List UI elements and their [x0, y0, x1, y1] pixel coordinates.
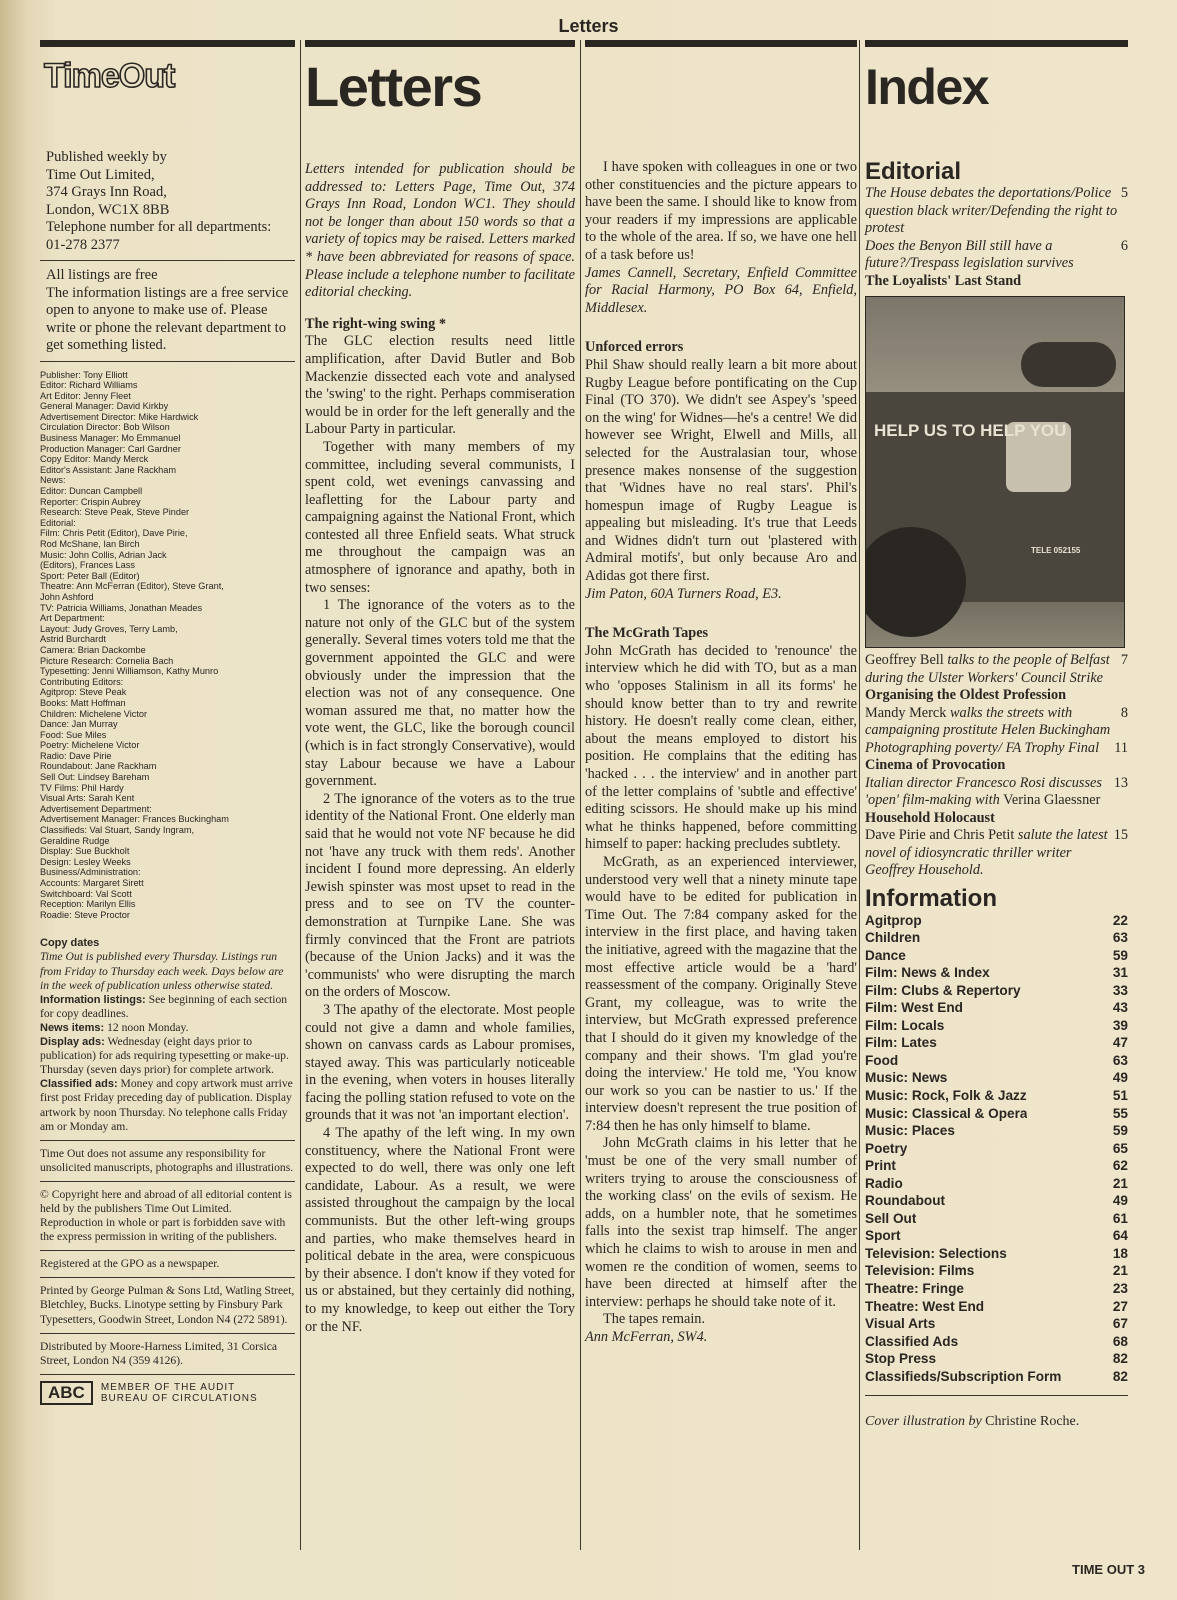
staff-entry: Camera: Brian Dackombe: [40, 644, 146, 655]
information-label: Theatre: West End: [865, 1298, 985, 1314]
information-label: Film: West End: [865, 1000, 963, 1016]
information-label: Children: [865, 930, 921, 946]
staff-entry: Music: John Collis, Adrian Jack: [40, 549, 167, 560]
entry-page: 7: [1120, 652, 1128, 668]
staff-entry: Editor: Richard Williams: [40, 380, 138, 391]
letter-paragraph: McGrath, as an experienced interviewer, understood very well that a ninety minute tape would have to be edited for publication in Time Out. The 7:84 company asked for the interview in the first place, and having taken the initiative, agreed with the magazine that the most effective article would be a 'hard' reassessment of the company. Originally Steve Grant, my colleague, was to write the interview, but McGrath expressed preference that I should do it given my knowledge of the company and their shows. 'I'm glad you're doing the interview.' He told me, 'You know our work so you can be nastier to us.' If the interview doesn't represent the true position of 7:84 then he has only himself to blame.: [585, 853, 857, 1134]
registered-note: Registered at the GPO as a newspaper.: [40, 1257, 220, 1271]
editorial-list: [865, 185, 1128, 880]
information-entry: [865, 929, 1128, 947]
entry-text: talks to the people of Belfast during the Ulster Workers' Council Strike: [865, 652, 1110, 686]
staff-entry: TV: Patricia Williams, Jonathan Meades: [40, 602, 203, 613]
information-entry: [865, 999, 1128, 1017]
column-rule: [305, 40, 575, 47]
staff-entry: Circulation Director: Bob Wilson: [40, 422, 170, 433]
information-label: Television: Selections: [865, 1245, 1007, 1261]
information-entry: [865, 1333, 1128, 1351]
staff-entry: Art Editor: Jenny Fleet: [40, 390, 131, 401]
letters-title: Letters: [305, 55, 482, 118]
information-page: 22: [1112, 912, 1128, 928]
information-entry: [865, 1315, 1128, 1333]
divider: [40, 1250, 295, 1251]
letter-heading: The right-wing swing *: [305, 315, 447, 332]
information-page: 55: [1112, 1105, 1128, 1121]
divider: [40, 1374, 295, 1375]
letter-heading: Unforced errors: [585, 339, 684, 356]
information-label: Classifieds/Subscription Form: [865, 1368, 1062, 1384]
publisher-line: Time Out Limited,: [46, 166, 155, 183]
information-label: Print: [865, 1158, 896, 1174]
information-page: 33: [1112, 982, 1128, 998]
staff-entry: Picture Research: Cornelia Bach: [40, 655, 174, 666]
staff-entry: Copy Editor: Mandy Merck: [40, 454, 149, 465]
information-page: 27: [1112, 1298, 1128, 1314]
information-entry: [865, 1298, 1128, 1316]
column-divider: [580, 40, 581, 1550]
distributor-note: Distributed by Moore-Harness Limited, 31 Corsica Street, London N4 (359 4126).: [40, 1339, 277, 1367]
information-entry: [865, 1140, 1128, 1158]
divider: [40, 361, 295, 362]
cover-artist: Christine Roche.: [985, 1414, 1080, 1430]
staff-entry: Design: Lesley Weeks: [40, 856, 131, 867]
information-entry: [865, 1122, 1128, 1140]
information-entry: [865, 1175, 1128, 1193]
information-page: 82: [1112, 1368, 1128, 1384]
column-divider: [859, 40, 860, 1550]
info-label: Information listings:: [40, 993, 146, 1006]
entry-text: Italian director Francesco Rosi discusses 'open' film-making with: [865, 774, 1102, 808]
staff-entry: General Manager: David Kirkby: [40, 401, 169, 412]
information-entry: [865, 1087, 1128, 1105]
information-label: Roundabout: [865, 1193, 946, 1209]
staff-entry: Editor's Assistant: Jane Rackham: [40, 464, 177, 475]
information-entry: [865, 912, 1128, 930]
information-page: 21: [1112, 1263, 1128, 1279]
letter-paragraph: 3 The apathy of the electorate. Most people could not give a damn and whole families, shown on canvass cards as Labour promises, stayed away. This was particularly noticeable in the evening, when voters in houses literally facing the polling station refused to vote on the grounds that it was not 'an important election'.: [305, 1001, 575, 1124]
entry-page: 15: [1113, 827, 1128, 843]
abc-logo: ABC: [40, 1381, 93, 1405]
information-list: [865, 912, 1128, 1386]
staff-entry: Books: Matt Hoffman: [40, 697, 126, 708]
entry-text: walks the streets with campaigning prostitute Helen Buckingham: [865, 704, 1111, 738]
copy-dates-title: Copy dates: [40, 937, 100, 950]
information-page: 59: [1112, 947, 1128, 963]
index-entry: [865, 705, 1128, 740]
photo-detail: [865, 527, 966, 637]
letter-heading: The McGrath Tapes: [585, 625, 709, 642]
information-page: 31: [1112, 965, 1128, 981]
staff-entry: Research: Steve Peak, Steve Pinder: [40, 507, 190, 518]
letter-paragraph: The tapes remain.: [603, 1311, 706, 1328]
page-folio: TIME OUT 3: [1072, 1562, 1145, 1577]
staff-entry: Advertisement Department:: [40, 803, 152, 814]
staff-entry: Production Manager: Carl Gardner: [40, 443, 181, 454]
information-page: 47: [1112, 1035, 1128, 1051]
copy-dates-intro: Time Out is published every Thursday. Listings run from Friday to Thursday each week. Days below are in the week of publication unless otherwise stated.: [40, 950, 284, 992]
information-label: Food: [865, 1052, 899, 1068]
information-page: 39: [1112, 1017, 1128, 1033]
information-entry: [865, 1350, 1128, 1368]
staff-entry: Rod McShane, Ian Birch: [40, 539, 140, 549]
staff-entry: News:: [40, 475, 66, 486]
letter-paragraph: Phil Shaw should really learn a bit more about Rugby League before pontificating on the Cup Final (TO 370). We didn't see Aspey's 'speed on the wing' for Widnes—he's a centre! We did however see Wright, Elwell and Mills, all selected for the Australasian tour, whose presence makes nonsense of the suggestion that 'Widnes have no real stars'. Phil's homespun image of Rugby League is appealing but misleading. It's true that Leeds and Widnes didn't turn out 'plastered with Admiral motifs', but only because Aro and Adidas got there first.: [585, 356, 857, 585]
news-photo: [865, 296, 1125, 648]
staff-entry: Children: Michelene Victor: [40, 708, 148, 719]
letter-paragraph: John McGrath has decided to 'renounce' the interview which he did with TO, but as a man who 'opposes Stalinism in all its forms' he should know better than to try and rewrite history. He doesn't really come clean, either, about the means employed to distort his position. He complains that the editing has 'hacked . . . the interview' and in another part of the letter complains of 'subtle and effective' editing scissors. He should make up his mind what he thinks happened, before committing himself to paper: hacking precludes subtlety.: [585, 642, 857, 853]
staff-entry: Film: Chris Petit (Editor), Dave Pirie,: [40, 528, 188, 539]
staff-entry: Editorial:: [40, 517, 76, 528]
entry-heading: The Loyalists' Last Stand: [865, 272, 1022, 289]
index-entry: [865, 652, 1128, 687]
information-label: Music: News: [865, 1070, 948, 1086]
classified-text: Money and copy artwork must arrive first post Friday preceding day of publication. Display artwork by noon Thursday. No telephone calls Friday am or Monday am.: [40, 1077, 293, 1133]
entry-page: 6: [1120, 237, 1128, 254]
information-page: 68: [1112, 1333, 1128, 1349]
abc-line: BUREAU OF CIRCULATIONS: [100, 1392, 258, 1404]
entry-text: salute the latest novel of idiosyncratic thriller writer Geoffrey Household.: [865, 827, 1108, 878]
entry-page: 8: [1120, 704, 1128, 721]
listings-text: The information listings are a free service open to anyone to make use of. Please write or phone the relevant department to get something listed.: [46, 284, 289, 353]
information-label: Music: Classical & Opera: [865, 1105, 1028, 1121]
letter-paragraph: 1 The ignorance of the voters as to the nature not only of the GLC but of the system generally. Several times voters told me that the government appointed the GLC and were obviously under the impression that the election was not of any consequence. One woman assured me that, no matter how the vote went, the GLC, like the borough council (which is in fact strongly Conservative), would stay Labour because we have a Labour government.: [305, 597, 575, 790]
divider: [865, 1395, 1128, 1396]
staff-entry: Layout: Judy Groves, Terry Lamb,: [40, 623, 178, 634]
letter-paragraph: 2 The ignorance of the voters as to the true identity of the National Front. One elderly man said that he would not vote NF because he did not 'have any truck with them reds'. Another incident I found more depressing. An elderly Jewish spinster was most upset to read in the press and to see on TV the counter-demonstration at Turnpike Lane. She was firmly convinced that the Front are patriots (because of the Union Jacks) and it was the 'communists' who were disrupting the march on the orders of Moscow.: [305, 790, 575, 1001]
information-entry: [865, 1052, 1128, 1070]
information-page: 63: [1112, 1052, 1128, 1068]
copyright-note: © Copyright here and abroad of all editorial content is held by the publishers Time Out Limited. Reproduction in whole or part is forbidden save with the express permission in writing of the publishers.: [40, 1187, 292, 1244]
information-label: Classified Ads: [865, 1333, 959, 1349]
letters-column-1: [305, 40, 575, 1336]
index-entry: [865, 827, 1128, 880]
column-rule: [865, 40, 1128, 47]
information-entry: [865, 982, 1128, 1000]
cover-credit: [865, 1414, 1128, 1430]
index-entry: [865, 185, 1128, 238]
index-entry: [865, 740, 1128, 758]
information-page: 65: [1112, 1140, 1128, 1156]
letter-signature: James Cannell, Secretary, Enfield Committee for Racial Harmony, PO Box 64, Enfield, Middlesex.: [585, 264, 857, 316]
divider: [40, 1181, 295, 1182]
information-entry: [865, 1105, 1128, 1123]
information-entry: [865, 1262, 1128, 1280]
staff-entry: Sell Out: Lindsey Bareham: [40, 772, 150, 783]
staff-entry: Geraldine Rudge: [40, 835, 110, 846]
divider: [40, 1277, 295, 1278]
index-entry: [865, 757, 1128, 775]
information-page: 49: [1112, 1070, 1128, 1086]
information-page: 63: [1112, 930, 1128, 946]
copy-dates: [40, 936, 295, 1133]
information-page: 61: [1112, 1210, 1128, 1226]
information-entry: [865, 1227, 1128, 1245]
column-rule: [40, 40, 295, 47]
display-label: Display ads:: [40, 1036, 105, 1049]
information-label: Sell Out: [865, 1210, 917, 1226]
information-entry: [865, 1210, 1128, 1228]
running-head: Letters: [558, 16, 619, 36]
information-heading: Information: [865, 884, 997, 912]
information-page: 82: [1112, 1351, 1128, 1367]
editorial-heading: Editorial: [865, 158, 962, 185]
information-entry: [865, 1280, 1128, 1298]
staff-entry: Food: Sue Miles: [40, 729, 107, 740]
publisher-line: 374 Grays Inn Road,: [46, 184, 167, 200]
letter-paragraph: John McGrath claims in his letter that he 'must be one of the very small number of writers trying to arouse the consciousness of the working class' on the evils of sexism. He adds, on a humbler note, that he sometimes falls into the sexist trap himself. The anger which he claims to wish to arouse in men and women re the condition of women, seems to have been directed at himself after the interview: perhaps he should take note of it.: [585, 1135, 857, 1310]
information-page: 49: [1112, 1193, 1128, 1209]
responsibility-note: Time Out does not assume any responsibility for unsolicited manuscripts, photographs and illustrations.: [40, 1146, 294, 1174]
information-page: 51: [1112, 1087, 1128, 1103]
staff-entry: Display: Sue Buckholt: [40, 846, 130, 857]
publisher-line: 01-278 2377: [46, 236, 120, 253]
staff-entry: Theatre: Ann McFerran (Editor), Steve Grant,: [40, 581, 224, 592]
information-label: Poetry: [865, 1140, 908, 1156]
staff-entry: Classifieds: Val Stuart, Sandy Ingram,: [40, 825, 195, 836]
information-page: 67: [1112, 1316, 1128, 1332]
staff-entry: (Editors), Frances Lass: [40, 560, 135, 571]
photo-slogan: HELP US TO HELP YOU: [874, 421, 1067, 440]
staff-entry: Switchboard: Val Scott: [40, 888, 132, 899]
letter-paragraph: I have spoken with colleagues in one or two other constituencies and the picture appears to have been the same. I should like to know from your readers if my impressions are applicable to the whole of the area. If so, we have one hell of a task before us!: [585, 159, 857, 263]
index-title: Index: [865, 59, 989, 115]
staff-entry: Advertisement Manager: Frances Buckingham: [40, 814, 229, 825]
staff-entry: Reporter: Crispin Aubrey: [40, 496, 141, 507]
printer-note: Printed by George Pulman & Sons Ltd, Watling Street, Bletchley, Bucks. Linotype setting by Finsbury Park Typesetters, Goodwin Street, London N4 (272 5891).: [40, 1284, 295, 1326]
listings-title: All listings are free: [46, 267, 158, 283]
letter-signature: Jim Paton, 60A Turners Road, E3.: [585, 585, 782, 602]
staff-entry: Art Department:: [40, 613, 105, 624]
listings-note: [46, 267, 295, 355]
letter-signature: Ann McFerran, SW4.: [585, 1329, 708, 1345]
letters-body: [585, 159, 857, 1347]
information-entry: [865, 1368, 1128, 1386]
information-label: Music: Rock, Folk & Jazz: [865, 1087, 1027, 1103]
publisher-line: London, WC1X 8BB: [46, 201, 170, 218]
cover-label: Cover illustration by: [865, 1414, 982, 1430]
index-entry: [865, 775, 1128, 810]
index-entry: [865, 238, 1128, 273]
staff-entry: Agitprop: Steve Peak: [40, 687, 127, 698]
entry-text: The House debates the deportations/Police question black writer/Defending the right to protest: [865, 185, 1118, 236]
information-label: Agitprop: [865, 912, 922, 928]
information-label: Film: Locals: [865, 1017, 945, 1033]
entry-name: Geoffrey Bell: [865, 652, 944, 668]
information-label: Dance: [865, 947, 906, 963]
column-rule: [585, 40, 857, 47]
news-text: 12 noon Monday.: [107, 1020, 189, 1034]
information-entry: [865, 1034, 1128, 1052]
staff-entry: Editor: Duncan Campbell: [40, 486, 143, 497]
column-divider: [300, 40, 301, 1550]
information-label: Radio: [865, 1175, 903, 1191]
letter-paragraph: 4 The apathy of the left wing. In my own constituency, where the National Front were expected to do well, there was only one left candidate, Labour. As a result, we were assisted throughout the campaign by the local communists. But the other left-wing groups and parties, who make themselves heard in political debate in the area, were conspicuous by their absence. I don't know if they voted for us or abstained, but they certainly did nothing, to my knowledge, to keep out either the Tory or the NF.: [305, 1125, 575, 1335]
publisher-info: [46, 149, 295, 254]
entry-text: Does the Benyon Bill still have a future?/Trespass legislation survives: [865, 237, 1074, 271]
information-label: Film: Clubs & Repertory: [865, 982, 1021, 998]
abc-member-badge: [40, 1381, 295, 1405]
publisher-line: Published weekly by: [46, 149, 167, 165]
letters-column-2: [585, 40, 857, 1347]
classified-label: Classified ads:: [40, 1078, 118, 1091]
information-entry: [865, 1157, 1128, 1175]
information-label: Film: Lates: [865, 1035, 937, 1051]
photo-detail: [1021, 342, 1116, 387]
information-page: 21: [1112, 1175, 1128, 1191]
staff-entry: Radio: Dave Pirie: [40, 750, 112, 761]
staff-entry: Sport: Peter Ball (Editor): [40, 570, 140, 581]
information-label: Film: News & Index: [865, 965, 990, 981]
staff-entry: Typesetting: Jenni Williamson, Kathy Munro: [40, 666, 219, 677]
index-column: [865, 40, 1128, 1430]
staff-entry: Roadie: Steve Proctor: [40, 909, 130, 920]
letters-intro: Letters intended for publication should be addressed to: Letters Page, Time Out, 374 Grays Inn Road, London WC1. They should not be longer than about 150 words so that a variety of topics may be raised. Letters marked * have been abbreviated for reasons of space. Please include a telephone number to facilitate editorial checking.: [305, 161, 575, 301]
divider: [40, 1140, 295, 1141]
staff-list: [40, 370, 295, 921]
entry-page: 11: [1114, 739, 1128, 756]
information-entry: [865, 964, 1128, 982]
staff-entry: Roundabout: Jane Rackham: [40, 761, 157, 772]
staff-entry: TV Films: Phil Hardy: [40, 782, 124, 793]
information-entry: [865, 947, 1128, 965]
staff-entry: Dance: Jan Murray: [40, 719, 118, 730]
information-entry: [865, 1017, 1128, 1035]
information-entry: [865, 1245, 1128, 1263]
information-label: Visual Arts: [865, 1316, 936, 1332]
information-label: Stop Press: [865, 1351, 937, 1367]
staff-entry: Publisher: Tony Elliott: [40, 369, 128, 380]
entry-heading: Cinema of Provocation: [865, 757, 1006, 773]
masthead-column: [40, 40, 295, 1405]
photo-plate: TELE 052155: [1031, 546, 1081, 555]
display-text: Wednesday (eight days prior to publication) for ads requiring typesetting or make-up. Thursday (seven days prior) for complete artwork.: [40, 1035, 289, 1077]
letters-body: [305, 161, 575, 1336]
entry-page: 13: [1113, 774, 1128, 791]
staff-entry: Accounts: Margaret Sirett: [40, 878, 144, 888]
entry-name: Mandy Merck: [865, 704, 947, 721]
information-page: 62: [1112, 1158, 1128, 1174]
information-label: Music: Places: [865, 1123, 955, 1139]
information-page: 43: [1112, 1000, 1128, 1016]
information-page: 18: [1112, 1245, 1128, 1261]
staff-entry: Visual Arts: Sarah Kent: [40, 793, 135, 804]
index-entry: [865, 810, 1128, 828]
staff-entry: Business Manager: Mo Emmanuel: [40, 433, 181, 444]
information-label: Television: Films: [865, 1263, 975, 1279]
staff-entry: John Ashford: [40, 591, 94, 602]
staff-entry: Business/Administration:: [40, 867, 141, 878]
staff-entry: Reception: Marilyn Ellis: [40, 899, 136, 910]
info-text: See beginning of each section for copy deadlines.: [40, 992, 288, 1020]
staff-entry: Contributing Editors:: [40, 676, 124, 687]
entry-text: Photographing poverty/ FA Trophy Final: [865, 739, 1100, 756]
entry-name: Dave Pirie and Chris Petit: [865, 827, 1015, 843]
publisher-line: Telephone number for all departments:: [46, 219, 272, 235]
staff-entry: Astrid Burchardt: [40, 634, 106, 645]
information-page: 23: [1112, 1280, 1128, 1296]
staff-entry: Poetry: Michelene Victor: [40, 740, 140, 751]
information-page: 64: [1112, 1228, 1128, 1244]
staff-entry: Advertisement Director: Mike Hardwick: [40, 411, 199, 422]
information-entry: [865, 1192, 1128, 1210]
information-page: 59: [1112, 1123, 1128, 1139]
abc-line: MEMBER OF THE AUDIT: [100, 1381, 236, 1393]
entry-name: Verina Glaessner: [1003, 792, 1101, 808]
news-label: News items:: [40, 1021, 105, 1034]
information-label: Sport: [865, 1228, 901, 1244]
divider: [40, 260, 295, 261]
information-entry: [865, 1069, 1128, 1087]
letter-paragraph: The GLC election results need little amplification, after David Butler and Bob Mackenzie dissected each vote and analysed the 'swing' to the right. Perhaps commiseration would be in order for the left generally and the Labour Party in particular.: [305, 333, 575, 438]
information-label: Theatre: Fringe: [865, 1280, 964, 1296]
index-entry: [865, 273, 1128, 291]
time-out-logo: TimeOut: [44, 57, 175, 95]
entry-heading: Household Holocaust: [865, 809, 995, 826]
entry-page: 5: [1120, 185, 1128, 201]
entry-heading: Organising the Oldest Profession: [865, 687, 1067, 703]
abc-text: [101, 1382, 258, 1404]
letter-paragraph: Together with many members of my committee, including several communists, I spent cold, wet evenings canvassing and leafletting for the Labour party and campaigning against the National Front, which contested all three Enfield seats. What struck me throughout the campaign was an atmosphere of ignorance and apathy, both in two senses:: [305, 438, 575, 596]
index-entry: [865, 687, 1128, 705]
divider: [40, 1333, 295, 1334]
